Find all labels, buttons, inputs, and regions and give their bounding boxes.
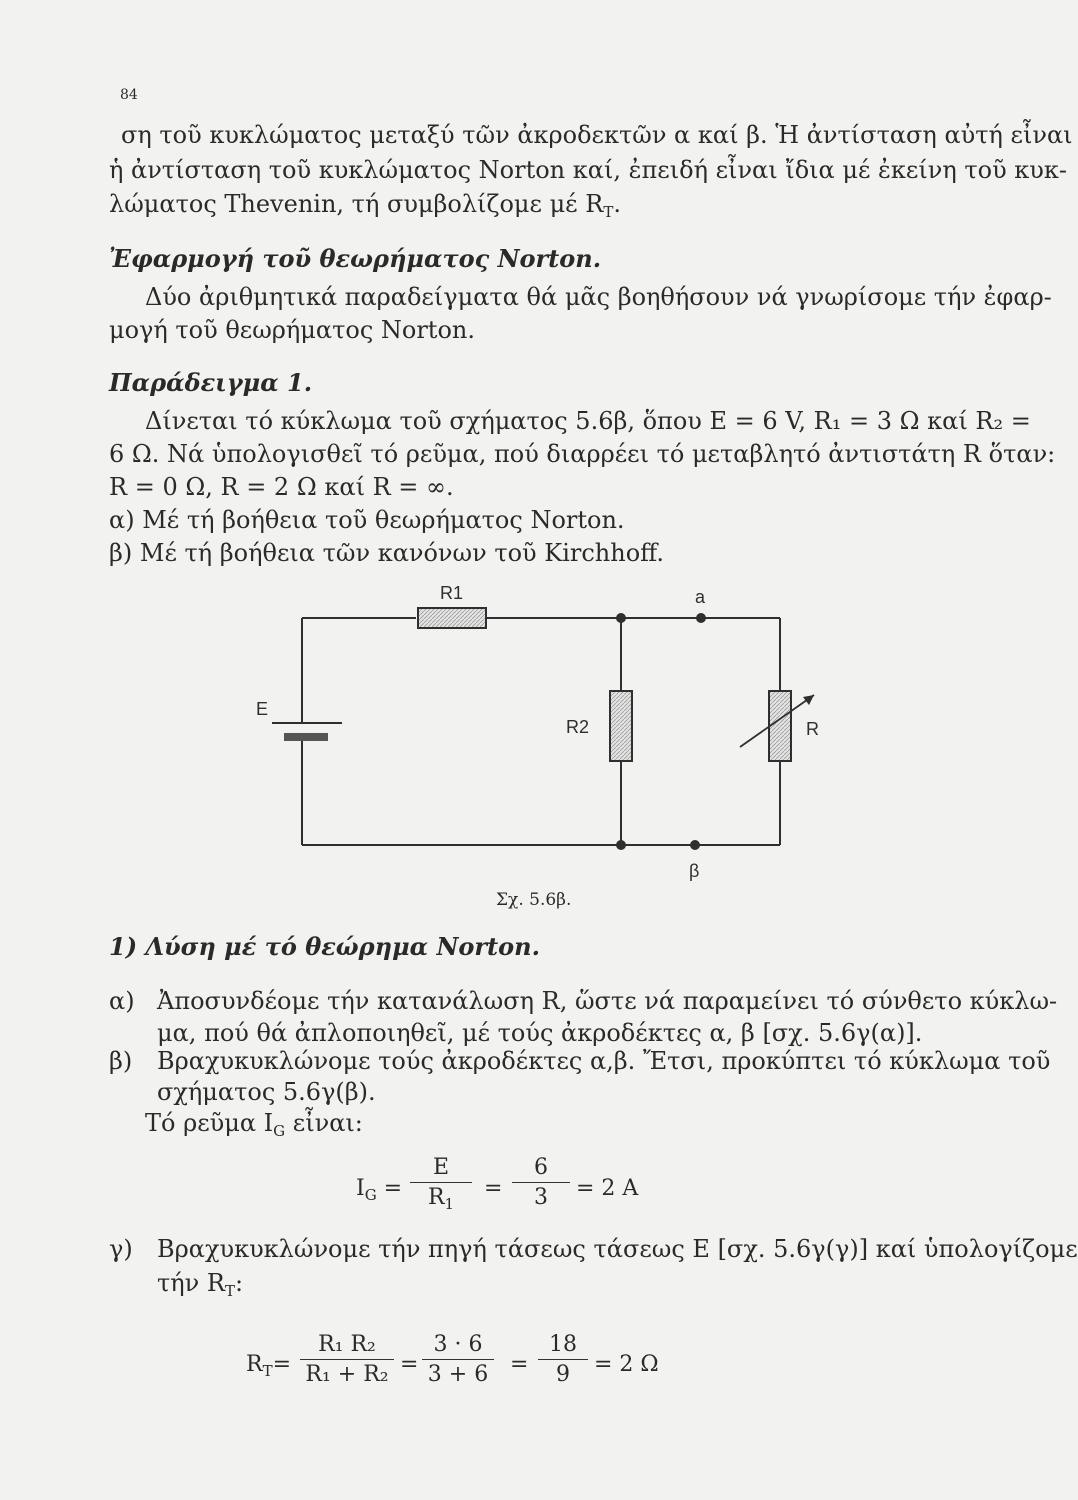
eq2-lhs-sub: T: [262, 1362, 273, 1380]
intro-line-2: ἡ ἀντίσταση τοῦ κυκλώματος Norton καί, ἐπειδή εἶναι ἴδια μέ ἐκείνη τοῦ κυκ-: [109, 156, 1068, 184]
eq2-frac-2: [422, 1332, 494, 1387]
step-g-line-1: Βραχυκυκλώνομε τήν πηγή τάσεως τάσεως E [σχ. 5.6γ(γ)] καί ὑπολογίζομε: [157, 1235, 1078, 1263]
eq1-f1-den-main: R: [427, 1185, 445, 1210]
example-line-1: Δίνεται τό κύκλωμα τοῦ σχήματος 5.6β, ὅπου E = 6 V, R₁ = 3 Ω καί R₂ =: [145, 407, 1031, 435]
intro-line-3: [109, 187, 621, 229]
terminal-a-dot: [696, 613, 706, 623]
resistor-r2: [610, 691, 632, 761]
junction-bottom: [616, 840, 626, 850]
eq1-frac-1: [410, 1155, 472, 1213]
eq2-f2-num: 3 · 6: [433, 1332, 483, 1357]
current-text-end: εἶναι:: [285, 1109, 363, 1137]
example-title: Παράδειγμα 1.: [109, 368, 313, 397]
eq2-f3-num: 18: [549, 1332, 577, 1357]
example-item-a: α) Μέ τή βοήθεια τοῦ θεωρήματος Norton.: [109, 506, 625, 534]
page-number: 84: [120, 87, 138, 103]
label-r: R: [806, 719, 819, 739]
step-g-line-2-main: τήν R: [157, 1269, 225, 1297]
eq2-frac-3: [538, 1332, 588, 1387]
eq2-lhs: R: [246, 1352, 263, 1377]
label-r1: R1: [440, 583, 464, 603]
eq1-f2-num: 6: [534, 1155, 548, 1180]
eq2-f2-den: 3 + 6: [427, 1362, 489, 1387]
eq1-frac-2: [512, 1155, 570, 1210]
battery-short-plate: [284, 733, 328, 741]
step-b-line-1: Βραχυκυκλώνομε τούς ἀκροδέκτες α,β. Ἔτσι, προκύπτει τό κύκλωμα τοῦ: [157, 1047, 1051, 1075]
example-line-3: R = 0 Ω, R = 2 Ω καί R = ∞.: [109, 473, 454, 501]
current-text: [145, 1106, 363, 1148]
eq1-f2-den: 3: [534, 1185, 548, 1210]
section-text-line-2: μογή τοῦ θεωρήματος Norton.: [109, 316, 475, 344]
label-e: E: [256, 699, 269, 719]
circuit-diagram: [240, 575, 819, 895]
step-g-line-2: [157, 1266, 243, 1308]
eq1-f1-den-sub: 1: [444, 1195, 455, 1213]
figure-caption: Σχ. 5.6β.: [496, 890, 572, 910]
step-a-line-1: Ἀποσυνδέομε τήν κατανάλωση R, ὥστε νά παραμείνει τό σύνθετο κύκλω-: [157, 987, 1058, 1015]
eq1-lhs: I: [356, 1176, 365, 1201]
terminal-b-dot: [690, 840, 700, 850]
label-r2: R2: [566, 717, 590, 737]
eq2-f1-num: R₁ R₂: [318, 1332, 376, 1357]
resistor-r1: [418, 608, 486, 628]
intro-line-3-text: λώματος Thevenin, τή συμβολίζομε μέ R: [109, 190, 604, 218]
resistor-r-variable: [769, 691, 791, 761]
section-title: Ἐφαρμογή τοῦ θεωρήματος Norton.: [109, 244, 602, 273]
junction-top: [616, 613, 626, 623]
step-g-line-2-end: :: [234, 1269, 244, 1297]
current-text-sub: G: [273, 1122, 286, 1140]
intro-line-3-end: .: [613, 190, 621, 218]
example-item-b: β) Μέ τή βοήθεια τῶν κανόνων τοῦ Kirchhoff.: [109, 539, 664, 567]
eq2-f1-den: R₁ + R₂: [305, 1362, 389, 1387]
eq2-f3-den: 9: [556, 1362, 570, 1387]
intro-line-3-sub: T: [603, 203, 614, 221]
eq1-f1-den: [410, 1185, 472, 1213]
label-a: a: [695, 587, 706, 607]
step-a-line-2: μα, πού θά ἀπλοποιηθεῖ, μέ τούς ἀκροδέκτες α, β [σχ. 5.6γ(α)].: [157, 1019, 923, 1047]
section-text-line-1: Δύο ἀριθμητικά παραδείγματα θά μᾶς βοηθήσουν νά γνωρίσομε τήν ἐφαρ-: [145, 283, 1052, 311]
step-g-label: γ): [109, 1235, 133, 1263]
eq1-f1-num: E: [432, 1155, 450, 1180]
wire-top: [302, 618, 780, 845]
step-g-line-2-sub: T: [224, 1282, 235, 1300]
step-a-label: α): [109, 987, 135, 1015]
eq1-lhs-sub: G: [364, 1186, 377, 1204]
solution-title: 1) Λύση μέ τό θεώρημα Norton.: [109, 932, 540, 961]
eq2-result: = 2 Ω: [594, 1352, 659, 1377]
current-text-main: Τό ρεῦμα I: [145, 1109, 274, 1137]
intro-line-1: ση τοῦ κυκλώματος μεταξύ τῶν ἀκροδεκτῶν α καί β. Ἡ ἀντίσταση αὐτή εἶναι: [121, 121, 1073, 149]
example-line-2: 6 Ω. Νά ὑπολογισθεῖ τό ρεῦμα, πού διαρρέει τό μεταβλητό ἀντιστάτη R ὅταν:: [109, 440, 1056, 468]
step-b-line-2: σχήματος 5.6γ(β).: [157, 1078, 376, 1106]
label-b: β: [689, 861, 700, 881]
book-page: 84 ση τοῦ κυκλώματος μεταξύ τῶν ἀκροδεκτῶν α καί β. Ἡ ἀντίσταση αὐτή εἶναι ἡ ἀντίσταση τοῦ κυκλώματος Norton καί, ἐπειδή εἶναι ἴδια μέ ἐκείνη τοῦ κυκ- λώματος Thevenin, τή συμβολίζομε μέ $R_T$. Ἐφαρμογή τοῦ θεωρήματος Norton. Δύο ἀριθμητικά παραδείγματα θά μᾶς βοηθήσουν νά γνωρίσομε τήν ἐφαρ- μογή τοῦ θεωρήματος Norton. Παράδειγμα 1. Δίνεται τό κύκλωμα τοῦ σχήματος 5.6β, ὅπου E = 6 V, R₁ = 3 Ω καί R₂ = 6 Ω. Νά ὑπολογισθεῖ τό ρεῦμα, πού διαρρέει τό μεταβλητό ἀντιστάτη R ὅταν: R = 0 Ω, R = 2 Ω καί R = ∞. α) Μέ τή βοήθεια τοῦ θεωρήματος Norton. β) Μέ τή βοήθεια τῶν κανόνων τοῦ Kirchhoff. R1 a E R2 R β Σχ. 5.6β. 1) Λύση μέ τό θεώρημα Norton. α) Ἀποσυνδέομε τήν κατανάλωση R, ὥστε νά παραμείνει τό σύνθετο κύκλω- μα, πού θά ἀπλοποιηθεῖ, μέ τούς ἀκροδέκτες α, β [σχ. 5.6γ(α)]. β) Βραχυκυκλώνομε τούς ἀκροδέκτες α,β. Ἔτσι, προκύπτει τό κύκλωμα τοῦ σχήματος 5.6γ(β). Τό ρεῦμα $I_G$ εἶναι: $I_G$ = E $R_1$ = 6 3 = 2 A γ) Βραχυκυκλώνομε τήν πηγή τάσεως τάσεως E [σχ. 5.6γ(γ)] καί ὑπολογίζομε τήν $R_T$: $R_T=$ R₁ R₂ R₁ + R₂ = 3 · 6 3 + 6 = 18 9 = 2 Ω: [0, 0, 1024, 1500]
eq2-frac-1: [300, 1332, 394, 1387]
step-b-label: β): [109, 1047, 133, 1075]
eq1-result: = 2 A: [576, 1176, 639, 1201]
